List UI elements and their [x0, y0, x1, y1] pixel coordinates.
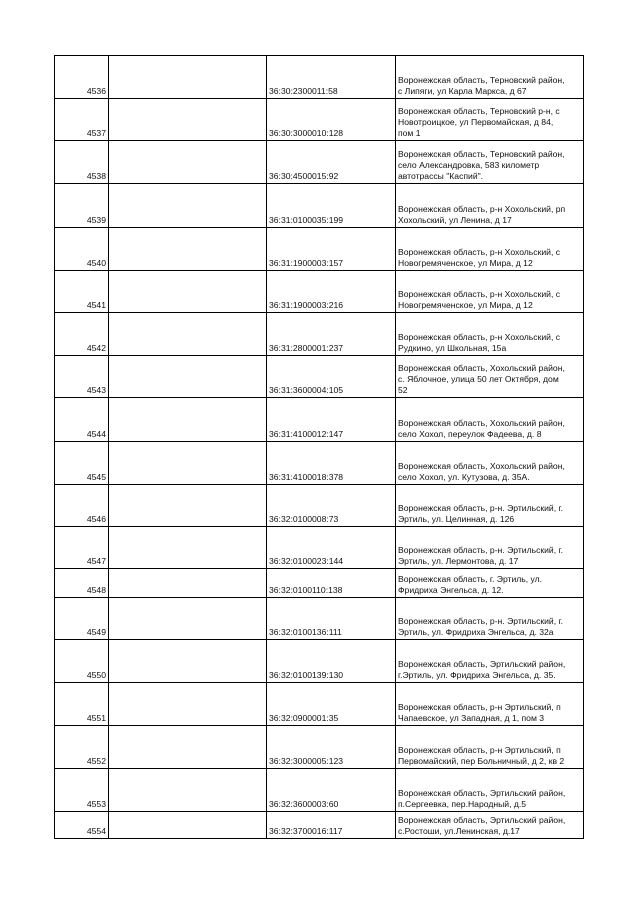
empty-cell: [109, 313, 267, 356]
row-number-cell: 4536: [55, 56, 109, 99]
row-number-cell: 4544: [55, 398, 109, 442]
empty-cell: [109, 683, 267, 726]
address-cell: Воронежская область, р-н. Эртильский, г. Эртиль, ул. Целинная, д. 126: [396, 485, 584, 527]
row-number-cell: 4549: [55, 598, 109, 640]
empty-cell: [109, 442, 267, 485]
row-number-cell: 4551: [55, 683, 109, 726]
registry-table-body: [55, 56, 584, 839]
row-number-cell: 4548: [55, 569, 109, 598]
row-number-cell: 4541: [55, 271, 109, 313]
table-row: [55, 99, 584, 141]
cadastral-number-cell: 36:31:4100018:378: [267, 442, 396, 485]
table-row: [55, 683, 584, 726]
address-cell: Воронежская область, р-н Эртильский, п Первомайский, пер Больничный, д 2, кв 2: [396, 726, 584, 769]
row-number-cell: 4542: [55, 313, 109, 356]
address-cell: Воронежская область, Терновский район, село Александровка, 583 километр автотрассы "Каспий".: [396, 141, 584, 184]
address-cell: Воронежская область, Хохольский район, село Хохол, переулок Фадеева, д. 8: [396, 398, 584, 442]
address-cell: Воронежская область, Хохольский район, село Хохол, ул. Кутузова, д. 35А.: [396, 442, 584, 485]
address-cell: Воронежская область, Хохольский район, с. Яблочное, улица 50 лет Октября, дом 52: [396, 356, 584, 398]
table-row: [55, 569, 584, 598]
table-row: [55, 769, 584, 812]
row-number-cell: 4540: [55, 228, 109, 271]
cadastral-number-cell: 36:31:0100035:199: [267, 184, 396, 228]
cadastral-number-cell: 36:32:3700016:117: [267, 812, 396, 839]
cadastral-number-cell: 36:30:3000010:128: [267, 99, 396, 141]
registry-table: [54, 55, 584, 839]
empty-cell: [109, 640, 267, 683]
table-row: [55, 56, 584, 99]
table-row: [55, 640, 584, 683]
empty-cell: [109, 271, 267, 313]
empty-cell: [109, 56, 267, 99]
cadastral-number-cell: 36:32:3000005:123: [267, 726, 396, 769]
empty-cell: [109, 569, 267, 598]
empty-cell: [109, 398, 267, 442]
row-number-cell: 4538: [55, 141, 109, 184]
table-row: [55, 726, 584, 769]
address-cell: Воронежская область, Терновский р-н, с Новотроицкое, ул Первомайская, д 84, пом 1: [396, 99, 584, 141]
address-cell: Воронежская область, р-н. Эртильский, г. Эртиль, ул. Лермонтова, д. 17: [396, 527, 584, 569]
address-cell: Воронежская область, Эртильский район, с.Ростоши, ул.Ленинская, д.17: [396, 812, 584, 839]
empty-cell: [109, 184, 267, 228]
table-row: [55, 598, 584, 640]
row-number-cell: 4547: [55, 527, 109, 569]
cadastral-number-cell: 36:31:3600004:105: [267, 356, 396, 398]
address-cell: Воронежская область, г. Эртиль, ул. Фридриха Энгельса, д. 12.: [396, 569, 584, 598]
empty-cell: [109, 769, 267, 812]
empty-cell: [109, 485, 267, 527]
row-number-cell: 4546: [55, 485, 109, 527]
table-row: [55, 485, 584, 527]
table-row: [55, 398, 584, 442]
empty-cell: [109, 527, 267, 569]
cadastral-number-cell: 36:32:0100023:144: [267, 527, 396, 569]
cadastral-number-cell: 36:32:3600003:60: [267, 769, 396, 812]
address-cell: Воронежская область, р-н Хохольский, с Рудкино, ул Школьная, 15а: [396, 313, 584, 356]
table-row: [55, 356, 584, 398]
cadastral-number-cell: 36:32:0100008:73: [267, 485, 396, 527]
cadastral-number-cell: 36:31:1900003:157: [267, 228, 396, 271]
table-row: [55, 141, 584, 184]
address-cell: Воронежская область, Терновский район, с Липяги, ул Карла Маркса, д 67: [396, 56, 584, 99]
row-number-cell: 4539: [55, 184, 109, 228]
table-row: [55, 271, 584, 313]
cadastral-number-cell: 36:31:4100012:147: [267, 398, 396, 442]
address-cell: Воронежская область, Эртильский район, п.Сергеевка, пер.Народный, д.5: [396, 769, 584, 812]
row-number-cell: 4550: [55, 640, 109, 683]
empty-cell: [109, 726, 267, 769]
table-row: [55, 812, 584, 839]
address-cell: Воронежская область, р-н Эртильский, п Чапаевское, ул Западная, д 1, пом 3: [396, 683, 584, 726]
cadastral-number-cell: 36:30:2300011:58: [267, 56, 396, 99]
row-number-cell: 4545: [55, 442, 109, 485]
empty-cell: [109, 228, 267, 271]
address-cell: Воронежская область, р-н Хохольский, с Новогремяченское, ул Мира, д 12: [396, 271, 584, 313]
empty-cell: [109, 598, 267, 640]
cadastral-number-cell: 36:32:0100139:130: [267, 640, 396, 683]
table-row: [55, 313, 584, 356]
row-number-cell: 4537: [55, 99, 109, 141]
cadastral-number-cell: 36:32:0100110:138: [267, 569, 396, 598]
empty-cell: [109, 356, 267, 398]
address-cell: Воронежская область, р-н Хохольский, с Новогремяченское, ул Мира, д 12: [396, 228, 584, 271]
address-cell: Воронежская область, Эртильский район, г.Эртиль, ул. Фридриха Энгельса, д. 35.: [396, 640, 584, 683]
cadastral-number-cell: 36:31:1900003:216: [267, 271, 396, 313]
empty-cell: [109, 812, 267, 839]
row-number-cell: 4553: [55, 769, 109, 812]
cadastral-number-cell: 36:32:0900001:35: [267, 683, 396, 726]
row-number-cell: 4543: [55, 356, 109, 398]
row-number-cell: 4552: [55, 726, 109, 769]
address-cell: Воронежская область, р-н Хохольский, рп Хохольский, ул Ленина, д 17: [396, 184, 584, 228]
cadastral-number-cell: 36:31:2800001:237: [267, 313, 396, 356]
table-row: [55, 184, 584, 228]
empty-cell: [109, 141, 267, 184]
cadastral-number-cell: 36:30:4500015:92: [267, 141, 396, 184]
empty-cell: [109, 99, 267, 141]
table-row: [55, 442, 584, 485]
cadastral-number-cell: 36:32:0100136:111: [267, 598, 396, 640]
row-number-cell: 4554: [55, 812, 109, 839]
table-row: [55, 527, 584, 569]
address-cell: Воронежская область, р-н. Эртильский, г. Эртиль, ул. Фридриха Энгельса, д. 32а: [396, 598, 584, 640]
table-row: [55, 228, 584, 271]
